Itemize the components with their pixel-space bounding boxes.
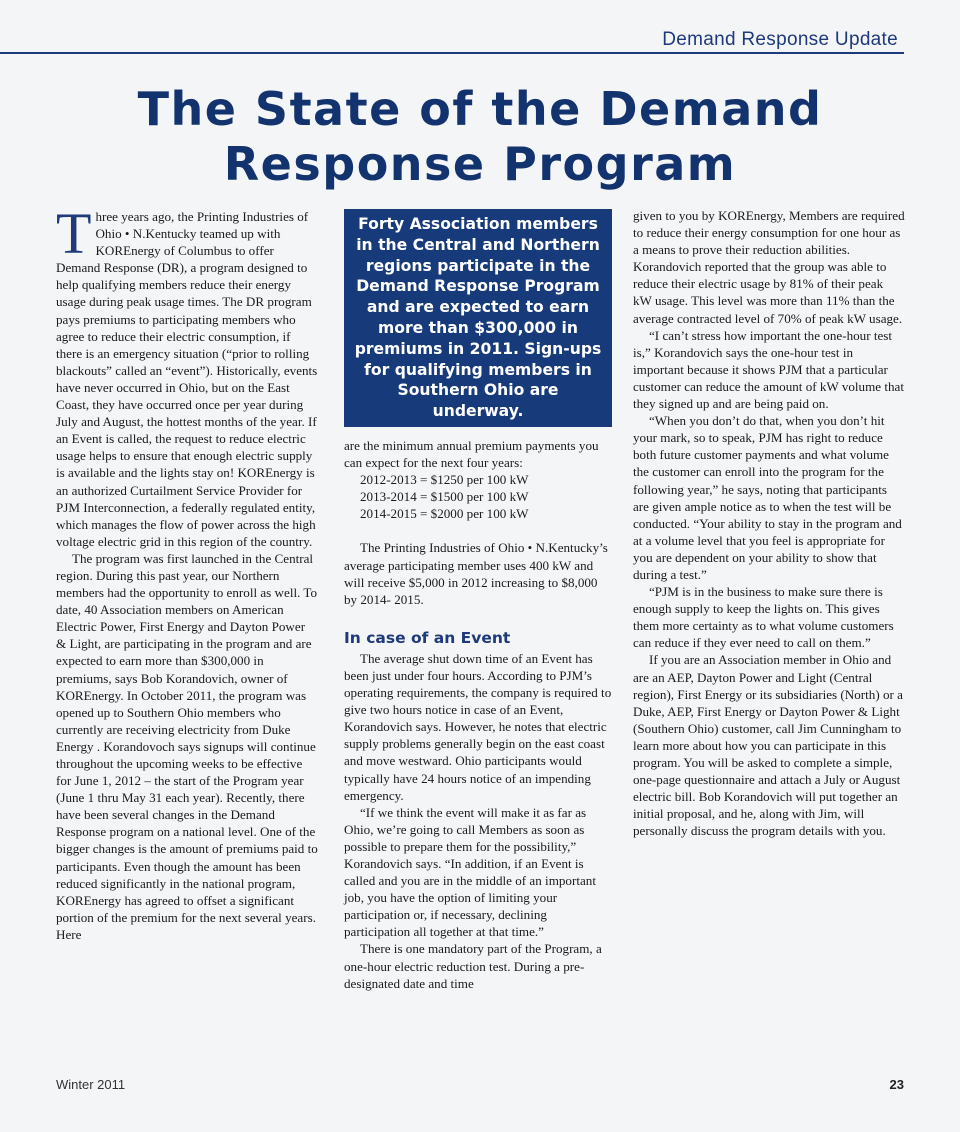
paragraph: The average shut down time of an Event has been just under four hours. According to PJM’s operating requirements, the company is required to give two hours notice in case of an Event, Korandovich says. However, he notes that electric supply problems generally begin on the east coast and move westward. Ohio participants would typically have 24 hours notice of an impending emergency.: [344, 650, 612, 803]
paragraph: “I can’t stress how important the one-hour test is,” Korandovich says the one-hour test in important because it shows PJM that a particular customer can reduce the amount of kW volume that they signed up and are being paid on.: [633, 327, 904, 412]
pull-quote-text: Forty Association members in the Central and Northern regions participate in the Demand Response Program and are expected to earn more than $300,000 in premiums in 2011. Sign-ups for qualifying members in Southern Ohio are underway.: [354, 215, 602, 421]
header-rule: [0, 52, 904, 54]
paragraph: “PJM is in the business to make sure there is enough supply to keep the lights on. This gives them more certainty as to what volume customers can reduce if they ever need to call on them.”: [633, 584, 894, 651]
intro-text: hree years ago, the Printing Industries of Ohio • N.Kentucky teamed up with KOREnergy of Columbus to offer Demand Response (DR), a program designed to help qualifying members reduce their energy usage during peak usage times. The DR program pays premiums to participating members who agree to reduce their electric consumption, if there is an emergency situation (“prior to rolling blackouts” called an “event”). Historically, events have never occurred in Ohio, but on the East Coast, they have occurred once per year during July and August, the hottest months of the year. If an Event is called, the request to reduce electric usage helps to ensure that enough electric supply is available and the lights stay on! KOREnergy is an authorized Curtailment Service Provider for PJM Interconnection, a federally regulated entity, which manages the flow of power across the high voltage electric grid in this region of the country.: [56, 209, 318, 549]
paragraph: The program was first launched in the Central region. During this past year, our Northern members had the opportunity to enroll as well. To date, 40 Association members on American Electric Power, First Energy and Dayton Power & Light, are participating in the program and are expected to earn more than $300,000 in premiums, says Bob Korandovich, owner of KOREnergy. In October 2011, the program was opened up to Southern Ohio members who currently are receiving electricity from Duke Energy . Korandovoch says signups will continue throughout the upcoming weeks to be effective for June 1, 2012 – the start of the Program year (June 1 thru May 31 each year). Recently, there have been several changes in the Demand Response program on a national level. One of the bigger changes is the amount of premiums paid to participants. Even though the amount has been reduced significantly in the national program, KOREnergy has agreed to offset a significant portion of the premium for the next several years. Here: [56, 550, 318, 942]
page-number: 23: [889, 1077, 904, 1092]
rate-item: 2012-2013 = $1250 per 100 kW: [360, 472, 529, 488]
rate-item: 2014-2015 = $2000 per 100 kW: [360, 506, 529, 522]
drop-cap: T: [56, 201, 92, 266]
paragraph: given to you by KOREnergy, Members are required to reduce their energy consumption for one hour as a means to prove their reduction abilities. Korandovich reported that the group was able to reduce their electric usage by 81% of their peak kW usage. This level was more than 11% than the average contracted level of 70% of peak kW usage.: [633, 208, 905, 326]
article-title: [0, 82, 960, 192]
paragraph: “When you don’t do that, when you don’t hit your mark, so to speak, PJM has right to reduce both future customer payments and what volume the customer can enroll into the program for the following year,” he says, noting that participants are given ample notice as to when the test will be conducted. “Your ability to stay in the program and at a volume level that you feel is appropriate for you are dependent on your ability to show that during a test.”: [633, 413, 902, 582]
column-3: [633, 207, 905, 839]
premium-rates-list: [360, 471, 612, 522]
column-1: [56, 201, 318, 943]
column-2: [344, 437, 612, 992]
issue-date: Winter 2011: [56, 1077, 126, 1092]
paragraph: “If we think the event will make it as far as Ohio, we’re going to call Members as soon as possible to prepare them for the possibility,” Korandovich says. “In addition, if an Event is called and you are in the middle of an important job, you have the option of limiting your participation or, if necessary, declining participation all together at that time.”: [344, 804, 596, 940]
title-line-2: Response Program: [223, 137, 737, 191]
section-label: Demand Response Update: [662, 29, 898, 50]
pull-quote-box: [344, 209, 612, 427]
title-line-1: The State of the Demand: [137, 82, 823, 136]
rate-item: 2013-2014 = $1500 per 100 kW: [360, 489, 529, 505]
subheading: In case of an Event: [344, 628, 511, 647]
intro-paragraph: [56, 201, 318, 550]
paragraph: There is one mandatory part of the Program, a one-hour electric reduction test. During a pre-designated date and time: [344, 941, 602, 991]
paragraph: are the minimum annual premium payments you can expect for the next four years:: [344, 438, 599, 471]
paragraph: If you are an Association member in Ohio and are an AEP, Dayton Power and Light (Central region), First Energy or its subsidiaries (North) or a Duke, AEP, First Energy or Dayton Power & Light (Southern Ohio) customer, call Jim Cunningham to learn more about how you can participate in this program. You will be asked to complete a simple, one-page questionnaire and attach a July or August electric bill. Bob Korandovich will put together an initial proposal, and he, along with Jim, will personally discuss the program details with you.: [633, 652, 903, 839]
paragraph: The Printing Industries of Ohio • N.Kentucky’s average participating member uses 400 kW and will receive $5,000 in 2012 increasing to $8,000 by 2014- 2015.: [344, 540, 608, 607]
